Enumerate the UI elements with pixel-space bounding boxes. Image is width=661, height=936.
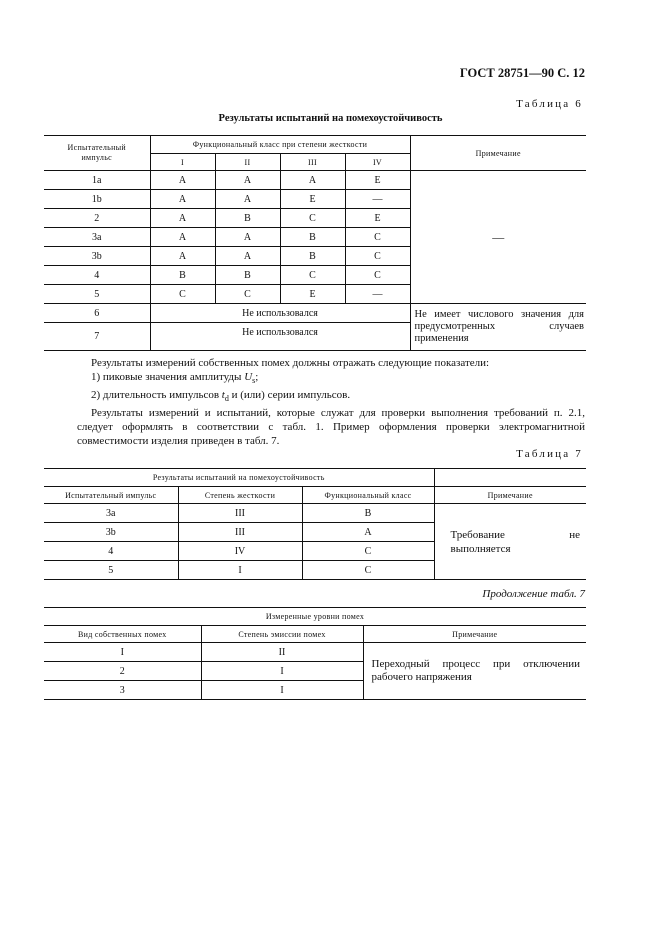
- t6-level: III: [280, 154, 345, 171]
- t7-cell: 4: [44, 542, 178, 561]
- t7b-cell: I: [201, 681, 363, 700]
- t6-impulse: 7: [44, 323, 150, 351]
- table7-label: Таблица 7: [516, 448, 583, 460]
- t6-unused: Не использовался: [150, 304, 410, 323]
- table-row: [44, 504, 586, 523]
- table-row: [44, 643, 586, 662]
- t7b-cell: II: [201, 643, 363, 662]
- body-list-item: [77, 388, 585, 406]
- t6-cell: B: [215, 266, 280, 285]
- page-header: ГОСТ 28751—90 С. 12: [459, 66, 585, 80]
- t7-spacer: [434, 469, 586, 487]
- t7b-cell: I: [44, 643, 201, 662]
- t7-note: Требование не выполняется: [450, 528, 580, 555]
- t6-cell: C: [345, 266, 410, 285]
- table6: [44, 135, 586, 351]
- t6-cell: A: [150, 209, 215, 228]
- t6-cell: C: [150, 285, 215, 304]
- t6-cell: A: [215, 247, 280, 266]
- symbol-sub: s: [252, 376, 256, 386]
- t6-cell: C: [345, 228, 410, 247]
- t6-cell: A: [215, 171, 280, 190]
- t6-impulse: 3b: [44, 247, 150, 266]
- t6-cell: B: [280, 228, 345, 247]
- t6-cell: A: [150, 190, 215, 209]
- table-row: [44, 304, 586, 323]
- list-text: и (или) серии импульсов.: [228, 389, 351, 402]
- t7-header: Испытательный импульс: [44, 487, 178, 504]
- symbol-sub: d: [224, 394, 229, 404]
- t6-cell: E: [345, 209, 410, 228]
- list-text: ;: [255, 371, 259, 383]
- table7b: [44, 607, 586, 700]
- t6-cell: B: [215, 209, 280, 228]
- t6-impulse: 2: [44, 209, 150, 228]
- t6-header-func: Функциональный класс при степени жесткости: [150, 136, 410, 154]
- t6-cell: E: [345, 171, 410, 190]
- t7-header: Примечание: [434, 487, 586, 504]
- t7b-header: Примечание: [363, 626, 586, 643]
- t7b-note: Переходный процесс при отключении рабочего напряжения: [371, 658, 580, 683]
- table7: [44, 468, 586, 580]
- t7-cell: 5: [44, 561, 178, 580]
- t6-header-note: Примечание: [410, 136, 586, 171]
- t6-impulse: 3a: [44, 228, 150, 247]
- t7-cell: IV: [178, 542, 302, 561]
- body-paragraph: Результаты измерений собственных помех должны отражать следующие показатели:: [91, 357, 490, 369]
- t6-cell: B: [280, 247, 345, 266]
- t7-header: Функциональный класс: [302, 487, 434, 504]
- list-text: 2) длительность импульсов: [91, 389, 222, 402]
- t7b-cell: 3: [44, 681, 201, 700]
- t7-cell: 3b: [44, 523, 178, 542]
- t6-cell: E: [280, 285, 345, 304]
- t7-cell: III: [178, 523, 302, 542]
- t6-impulse: 4: [44, 266, 150, 285]
- t6-impulse: 1b: [44, 190, 150, 209]
- t6-cell: A: [150, 228, 215, 247]
- t6-header-impulse: Испытательный импульс: [44, 136, 150, 171]
- table6-label: Таблица 6: [516, 98, 583, 110]
- t6-cell: A: [150, 171, 215, 190]
- t6-cell: A: [150, 247, 215, 266]
- symbol: U: [244, 371, 253, 383]
- t7-cell: 3a: [44, 504, 178, 523]
- t6-impulse: 6: [44, 304, 150, 323]
- list-text: 1) пиковые значения амплитуды: [91, 371, 245, 383]
- t7b-title: Измеренные уровни помех: [44, 608, 586, 626]
- t6-note-67: Не имеет числового значения для предусмотренных случаев применения: [414, 308, 584, 344]
- t6-cell: C: [345, 247, 410, 266]
- t6-cell: A: [215, 228, 280, 247]
- t7-cell: C: [302, 542, 434, 561]
- t6-cell: C: [215, 285, 280, 304]
- t6-cell: E: [280, 190, 345, 209]
- t7-header: Степень жесткости: [178, 487, 302, 504]
- table-row: [44, 171, 586, 190]
- t7-title: Результаты испытаний на помехоустойчивость: [44, 469, 434, 487]
- t6-level: II: [215, 154, 280, 171]
- t7-cell: C: [302, 561, 434, 580]
- t7b-cell: 2: [44, 662, 201, 681]
- t6-cell: A: [215, 190, 280, 209]
- t6-impulse: 5: [44, 285, 150, 304]
- t6-cell: —: [345, 190, 410, 209]
- t6-level: IV: [345, 154, 410, 171]
- t6-level: I: [150, 154, 215, 171]
- t6-cell: C: [280, 266, 345, 285]
- t6-cell: C: [280, 209, 345, 228]
- t7-cell: I: [178, 561, 302, 580]
- t7-cell: III: [178, 504, 302, 523]
- t7b-header: Степень эмиссии помех: [201, 626, 363, 643]
- t7-cell: B: [302, 504, 434, 523]
- t6-unused: Не использовался: [150, 323, 410, 351]
- table6-title: Результаты испытаний на помехоустойчивость: [218, 113, 443, 124]
- symbol: t: [221, 389, 225, 402]
- t6-impulse: 1a: [44, 171, 150, 190]
- t6-cell: A: [280, 171, 345, 190]
- table7b-label: Продолжение табл. 7: [482, 588, 585, 600]
- body-paragraph: Результаты измерений и испытаний, которые служат для проверки выполнения требований п. 2.1, следует оформлять в соответствии с табл. 1. Пример оформления проверки электромагнитной совместимости изделия приведен в табл. 7.: [77, 407, 585, 448]
- t6-cell: B: [150, 266, 215, 285]
- t6-cell: —: [345, 285, 410, 304]
- body-text: [77, 356, 585, 448]
- t7b-cell: I: [201, 662, 363, 681]
- t6-note-dash: —: [410, 171, 586, 304]
- body-list-item: [77, 370, 585, 388]
- t7b-header: Вид собственных помех: [44, 626, 201, 643]
- t7-cell: A: [302, 523, 434, 542]
